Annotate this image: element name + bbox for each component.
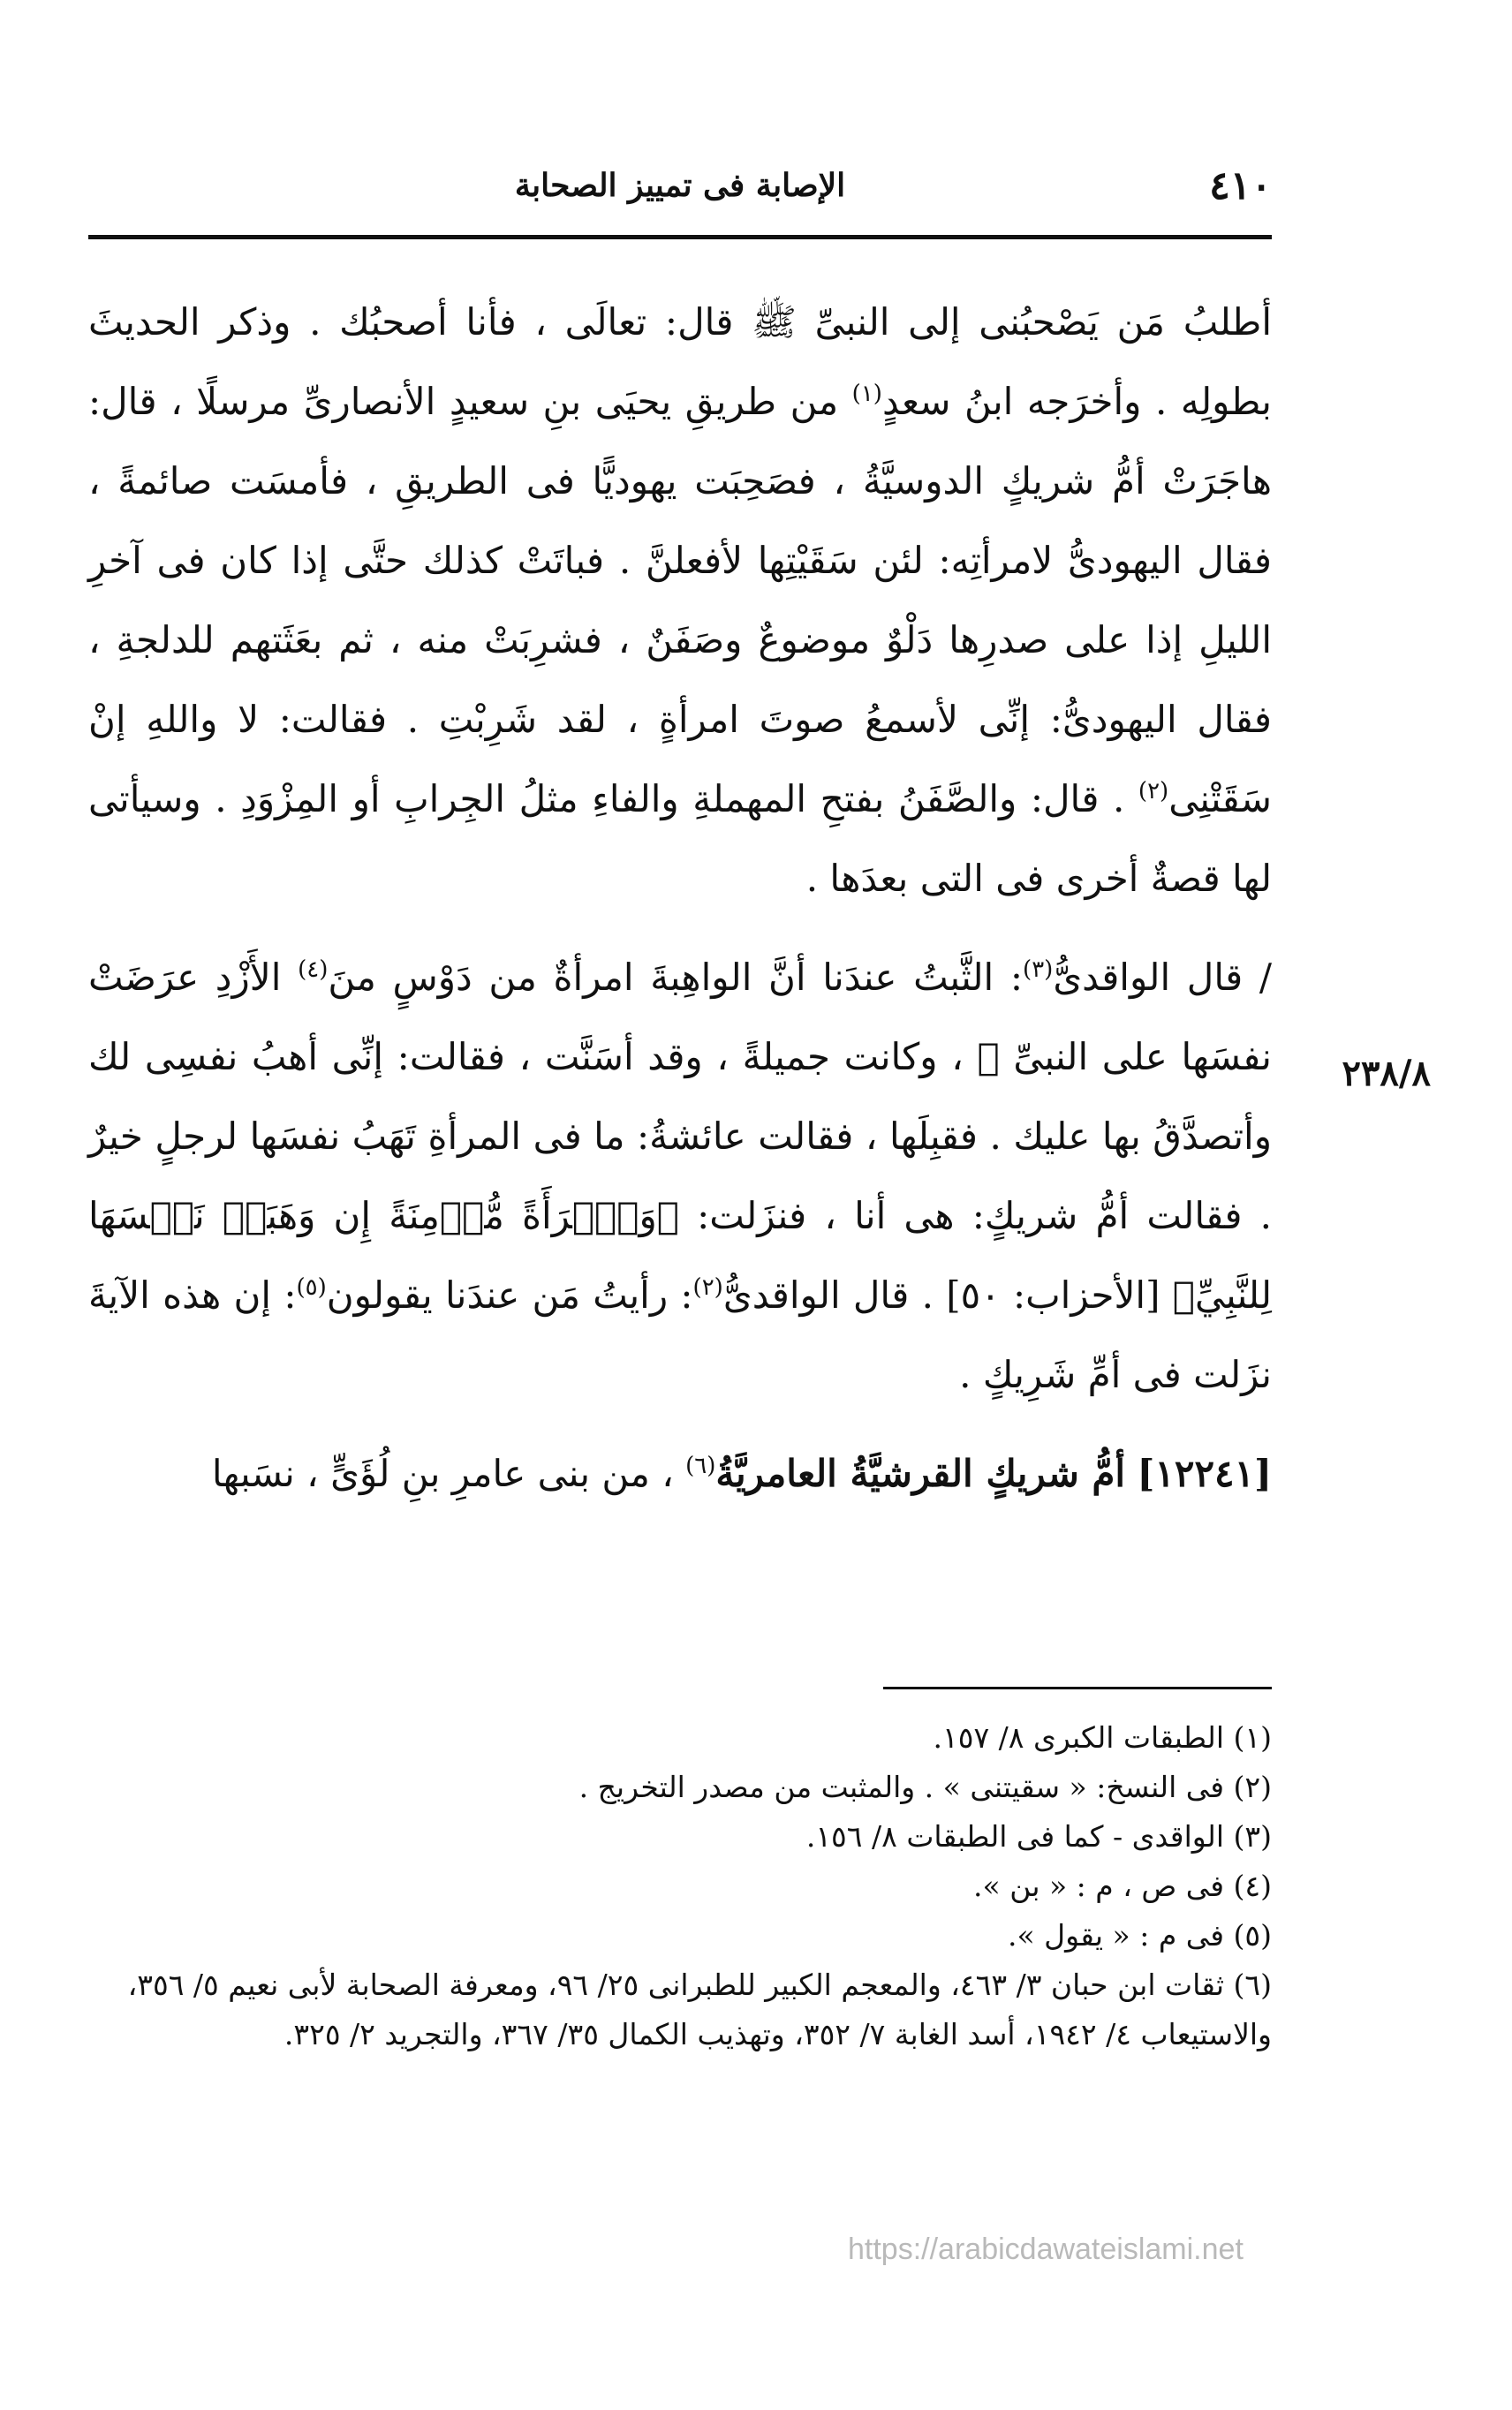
watermark-url: https://arabicdawateislami.net — [848, 2232, 1244, 2266]
paragraph-2-part-d: . قال الواقدىُّ — [722, 1273, 934, 1317]
footnote-marker-2: (٢) — [1138, 778, 1169, 805]
paragraph-1-part-a: أطلبُ مَن يَصْحبُنى إلى النبىِّ ﷺ قال: تعالَى ، فأنا أصحبُك . وذكر الحديثَ بطولِه . وأخرَجه ابنُ سعدٍ — [88, 300, 1272, 423]
footnote-marker-5: (٥) — [296, 1274, 327, 1301]
footnote-3: (٣) الواقدى - كما فى الطبقات ٨/ ١٥٦. — [805, 1819, 1272, 1854]
quran-reference: [الأحزاب: ٥٠] — [946, 1273, 1160, 1317]
main-text — [88, 283, 1272, 1514]
footnote-6: (٦) ثقات ابن حبان ٣/ ٤٦٣، والمعجم الكبير للطبرانى ٢٥/ ٩٦، ومعرفة الصحابة لأبى نعيم ٥/ ٣٥٦، والاستيعاب ٤/ ١٩٤٢، أسد الغابة ٧/ ٣٥٢، وتهذيب الكمال ٣٥/ ٣٦٧، والتجريد ٢/ ٣٢٥. — [127, 1968, 1272, 2051]
footnote-5: (٥) فى م : « يقول ». — [1007, 1918, 1272, 1953]
page-header — [88, 155, 1272, 225]
footnote-rule — [883, 1687, 1272, 1689]
paragraph-2-part-a: / قال الواقدىُّ — [1053, 956, 1273, 999]
header-rule — [88, 235, 1272, 239]
entry-paragraph — [88, 1434, 1272, 1514]
entry-name: أمُّ شريكٍ القرشيَّةُ العامريَّةُ — [715, 1452, 1126, 1495]
paragraph-1 — [88, 283, 1272, 918]
footnotes — [88, 1713, 1272, 2059]
entry-rest: ، من بنى عامرِ بنِ لُؤَىٍّ ، نسَبها — [211, 1452, 674, 1495]
footnote-marker-4: (٤) — [298, 956, 329, 983]
entry-number: [١٢٢٤١] — [1137, 1452, 1272, 1495]
footnote-marker-2b: (٢) — [692, 1274, 723, 1301]
paragraph-2-part-e: : رأيتُ مَن عندَنا يقولون — [326, 1273, 693, 1317]
footnote-2: (٢) فى النسخ: « سقيتنى » . والمثبت من مصدر التخريج . — [578, 1770, 1272, 1804]
paragraph-2-part-b: : الثَّبتُ عندَنا أنَّ الواهِبةَ امرأةٌ من دَوْسٍ منَ — [328, 956, 1024, 999]
footnote-1: (١) الطبقات الكبرى ٨/ ١٥٧. — [933, 1720, 1272, 1755]
paragraph-1-part-b: من طريقِ يحيَى بنِ سعيدٍ الأنصارىِّ مرسلًا ، قال: هاجَرَتْ أمُّ شريكٍ الدوسيَّةُ ، فصَحِبَت يهوديًّا فى الطريقِ ، فأمسَت صائمةً ، فقال اليهودىُّ لامرأتِه: لئن سَقَيْتِها لأفعلنَّ . فباتَتْ كذلك حتَّى إذا كان فى آخرِ الليلِ إذا على صدرِها دَلْوٌ موضوعٌ وصَفَنٌ ، فشرِبَتْ منه ، ثم بعَثَتهم للدلجةِ ، فقال اليهودىُّ: إنِّى لأسمعُ صوتَ امرأةٍ ، لقد شَرِبْتِ . فقالت: لا واللهِ إنْ سَقَتْنِى — [88, 380, 1272, 820]
page-number: ٤١٠ — [1209, 163, 1272, 208]
paragraph-2 — [88, 938, 1272, 1415]
footnote-marker-1: (١) — [851, 381, 882, 407]
paragraph-2-part-c: الأَزْدِ عرَضَتْ نفسَها على النبىِّ ﷺ ، وكانت جميلةً ، وقد أسَنَّت ، فقالت: إنِّى أهبُ نفسِى لك وأتصدَّقُ بها عليك . فقبِلَها ، فقالت عائشةُ: ما فى المرأةِ تَهَبُ نفسَها لرجلٍ خيرٌ . فقالت أمُّ شريكٍ: هى أنا ، فنزَلت: ﴿وَٱمۡرَأَةً مُّؤۡمِنَةً إِن وَهَبَتۡ نَفۡسَهَا لِلنَّبِيِّ﴾ — [88, 956, 1272, 1317]
paragraph-2-part-f: : إن هذه الآيةَ نزَلت فى أمِّ شَرِيكٍ . — [88, 1273, 1272, 1396]
book-title: الإصابة فى تمييز الصحابة — [514, 167, 846, 204]
margin-volume-page-ref: ٢٣٨/٨ — [1342, 1053, 1431, 1094]
paragraph-1-part-c: . قال: والصَّفَنُ بفتحِ المهملةِ والفاءِ مثلُ الجِرابِ أو المِزْوَدِ . وسيأتى لها قصةٌ أخرى فى التى بعدَها . — [88, 777, 1272, 900]
footnote-marker-6: (٦) — [685, 1453, 716, 1479]
footnote-4: (٤) فى ص ، م : « بن ». — [973, 1869, 1272, 1903]
footnote-marker-3: (٣) — [1023, 956, 1054, 983]
